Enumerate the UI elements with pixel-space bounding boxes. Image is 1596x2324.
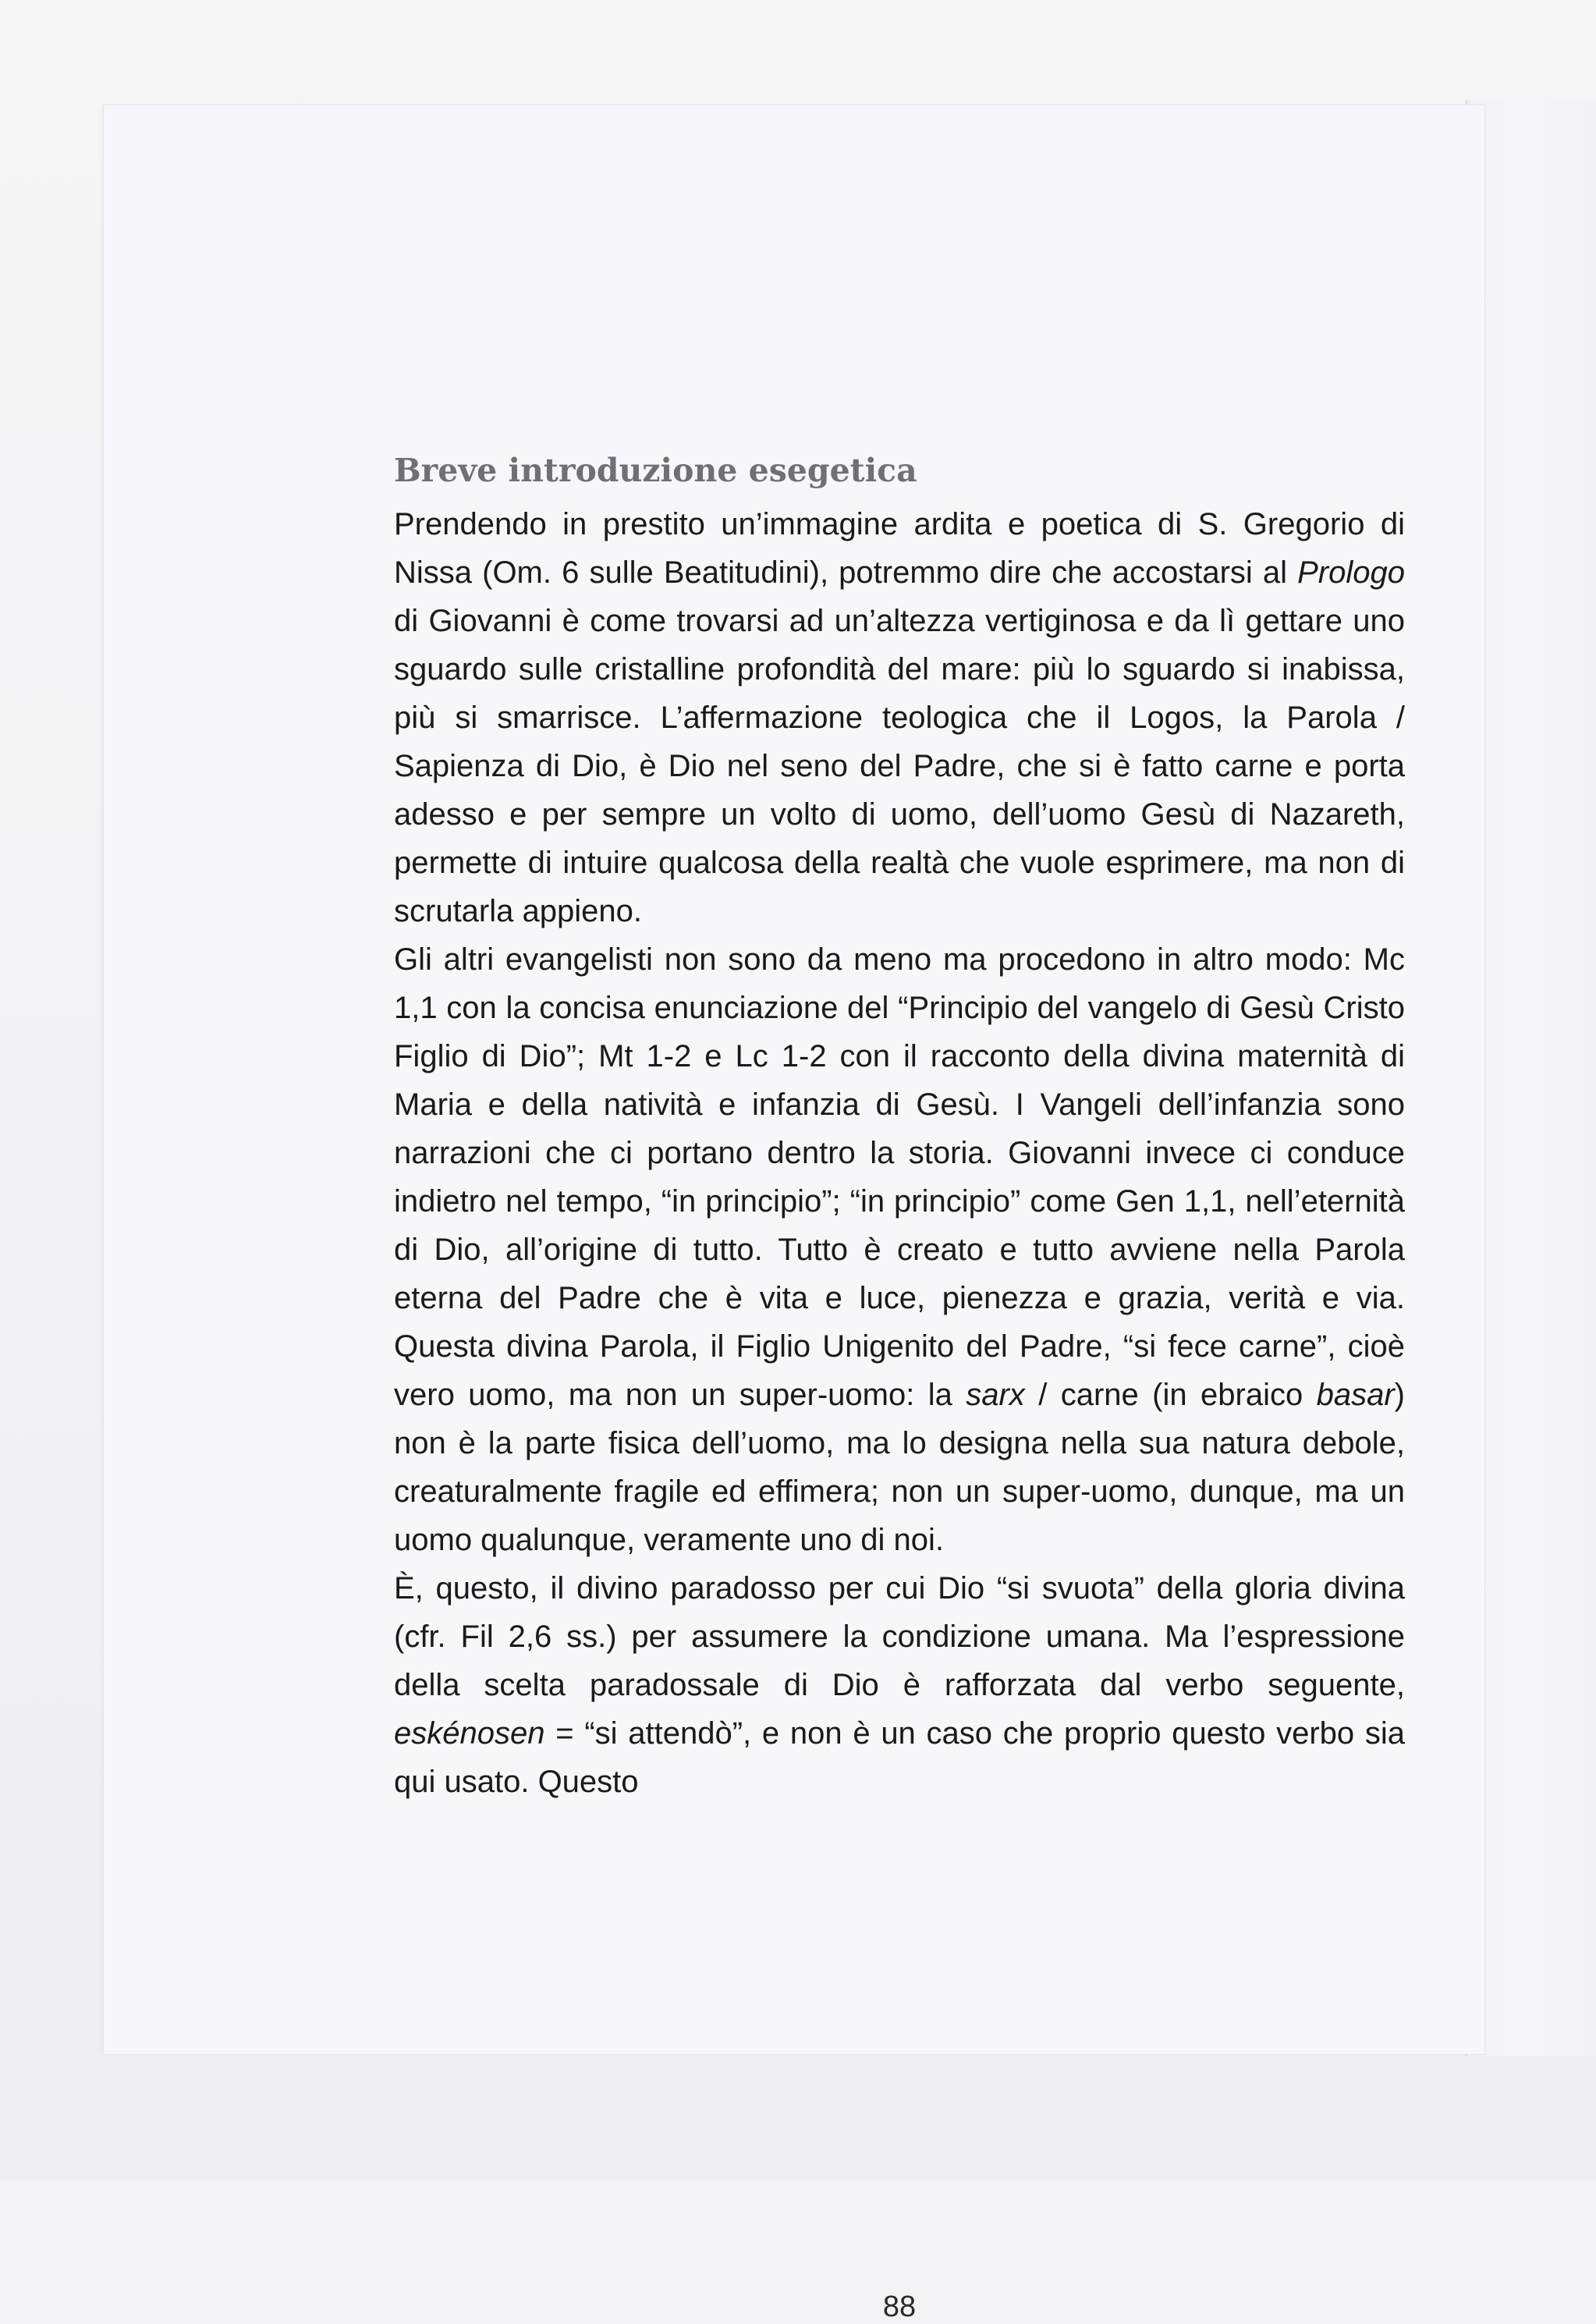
facing-page-edge xyxy=(1467,100,1596,2056)
italic-term: basar xyxy=(1316,1378,1395,1412)
page-content xyxy=(394,447,1405,2323)
page-number: 88 xyxy=(882,2290,917,2323)
paragraph: È, questo, il divino paradosso per cui Dio “si svuota” della gloria divina (cfr. Fil 2,6 ss.) per assumere la condizione umana. Ma l’espressione della scelta paradossale di Dio è rafforzata dal verbo seguente, eskénosen = “si attendò”, e non è un caso che proprio questo verbo sia qui usato. Questo xyxy=(394,1571,1405,1799)
paragraph: Gli altri evangelisti non sono da meno ma procedono in altro modo: Mc 1,1 con la concisa enunciazione del “Principio del vangelo di Gesù Cristo Figlio di Dio”; Mt 1-2 e Lc 1-2 con il racconto della divina maternità di Maria e della natività e infanzia di Gesù. I Vangeli dell’infanzia sono narrazioni che ci portano dentro la storia. Giovanni invece ci conduce indietro nel tempo, “in principio”; “in principio” come Gen 1,1, nell’eternità di Dio, all’origine di tutto. Tutto è creato e tutto avviene nella Parola eterna del Padre che è vita e luce, pienezza e grazia, verità e via. Questa divina Parola, il Figlio Unigenito del Padre, “si fece carne”, cioè vero uomo, ma non un super-uomo: la sarx / carne (in ebraico basar) non è la parte fisica dell’uomo, ma lo designa nella sua natura debole, creaturalmente fragile ed effimera; non un super-uomo, dunque, ma un uomo qualunque, veramente uno di noi. xyxy=(394,942,1405,1557)
italic-term: Prologo xyxy=(1297,555,1405,590)
book-page xyxy=(104,105,1484,2323)
italic-term: eskénosen xyxy=(394,1716,545,1751)
section-heading: Breve introduzione esegetica xyxy=(394,452,917,489)
paragraph: Prendendo in prestito un’immagine ardita e poetica di S. Gregorio di Nissa (Om. 6 sulle Beatitudini), potremmo dire che accostarsi al Prologo di Giovanni è come trovarsi ad un’altezza vertiginosa e da lì gettare uno sguardo sulle cristalline profondità del mare: più lo sguardo si inabissa, più si smarrisce. L’affermazione teologica che il Logos, la Parola / Sapienza di Dio, è Dio nel seno del Padre, che si è fatto carne e porta adesso e per sempre un volto di uomo, dell’uomo Gesù di Nazareth, permette di intuire qualcosa della realtà che vuole esprimere, ma non di scrutarla appieno. xyxy=(394,507,1405,928)
italic-term: sarx xyxy=(966,1378,1025,1412)
